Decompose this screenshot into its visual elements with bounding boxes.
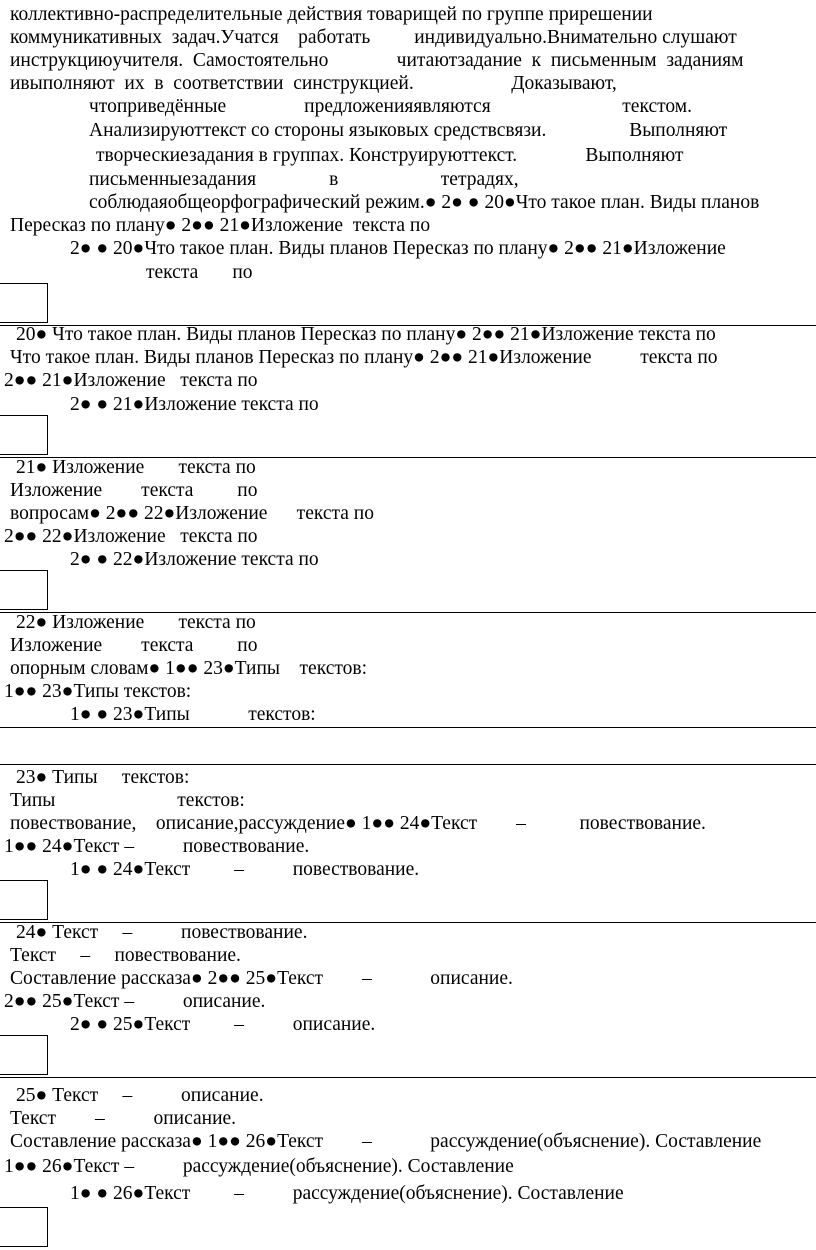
- divider-line: [0, 764, 816, 765]
- text-line: 2●● 25●Текст – описание.: [4, 991, 266, 1012]
- text-line: коммуникативных задач.Учатся работать индивидуально.Внимательно слушают: [10, 27, 737, 48]
- text-line: Что такое план. Виды планов Пересказ по плану● 2●● 21●Изложение текста по: [10, 347, 718, 368]
- text-line: чтоприведённые предложенияявляются текстом.: [89, 96, 692, 117]
- text-line: 1● ● 24●Текст – повествование.: [70, 859, 420, 880]
- divider-line: [0, 727, 816, 728]
- empty-cell: [0, 880, 48, 920]
- text-line: 22● Изложение текста по: [16, 612, 256, 633]
- empty-cell: [0, 1207, 48, 1247]
- text-line: 1● ● 26●Текст – рассуждение(объяснение). Составление: [70, 1183, 624, 1204]
- text-line: 21● Изложение текста по: [16, 457, 256, 478]
- text-line: 24● Текст – повествование.: [16, 922, 308, 943]
- text-line: 2●● 22●Изложение текста по: [4, 526, 258, 547]
- text-line: Пересказ по плану● 2●● 21●Изложение текста по: [10, 215, 431, 236]
- text-line: 2●● 21●Изложение текста по: [4, 370, 258, 391]
- text-line: Составление рассказа● 2●● 25●Текст – описание.: [10, 968, 513, 989]
- text-line: 2● ● 22●Изложение текста по: [70, 549, 319, 570]
- empty-cell: [0, 570, 48, 610]
- text-line: Анализируюттекст со стороны языковых средствсвязи. Выполняют: [89, 120, 728, 141]
- divider-line: [0, 1077, 816, 1078]
- text-line: Типы текстов:: [10, 790, 245, 811]
- text-line: повествование, описание,рассуждение● 1●● 24●Текст – повествование.: [10, 813, 706, 834]
- empty-cell: [0, 283, 48, 323]
- text-line: Изложение текста по: [10, 635, 258, 656]
- text-line: текста по: [146, 262, 253, 283]
- text-line: 1●● 26●Текст – рассуждение(объяснение). Составление: [4, 1156, 514, 1177]
- empty-cell: [0, 415, 48, 455]
- text-line: письменныезадания в тетрадях,: [89, 169, 519, 190]
- text-line: 23● Типы текстов:: [16, 767, 190, 788]
- text-line: 20● Что такое план. Виды планов Пересказ по плану● 2●● 21●Изложение текста по: [16, 324, 716, 345]
- text-line: Текст – описание.: [10, 1108, 237, 1129]
- text-line: 2● ● 25●Текст – описание.: [70, 1014, 376, 1035]
- text-line: 2● ● 21●Изложение текста по: [70, 394, 319, 415]
- text-line: инструкциюучителя. Самостоятельно читаютзадание к письменным заданиям: [10, 50, 744, 71]
- text-line: 1●● 24●Текст – повествование.: [4, 836, 310, 857]
- text-line: Текст – повествование.: [10, 945, 241, 966]
- text-line: опорным словам● 1●● 23●Типы текстов:: [10, 658, 367, 679]
- text-line: соблюдаяобщеорфографический режим.● 2● ● 20●Что такое план. Виды планов: [89, 192, 760, 213]
- text-line: 1●● 23●Типы текстов:: [4, 681, 192, 702]
- text-line: Составление рассказа● 1●● 26●Текст – рассуждение(объяснение). Составление: [10, 1131, 762, 1152]
- text-line: 1● ● 23●Типы текстов:: [70, 704, 316, 725]
- text-line: ивыполняют их в соответствии синструкцией. Доказывают,: [10, 73, 617, 94]
- empty-cell: [0, 1035, 48, 1075]
- text-line: вопросам● 2●● 22●Изложение текста по: [10, 503, 374, 524]
- text-line: коллективно-распределительные действия товарищей по группе прирешении: [10, 4, 653, 25]
- text-line: 2● ● 20●Что такое план. Виды планов Пересказ по плану● 2●● 21●Изложение: [70, 238, 726, 259]
- text-line: 25● Текст – описание.: [16, 1085, 264, 1106]
- text-line: творческиезадания в группах. Конструируюттекст. Выполняют: [96, 145, 684, 166]
- text-line: Изложение текста по: [10, 480, 258, 501]
